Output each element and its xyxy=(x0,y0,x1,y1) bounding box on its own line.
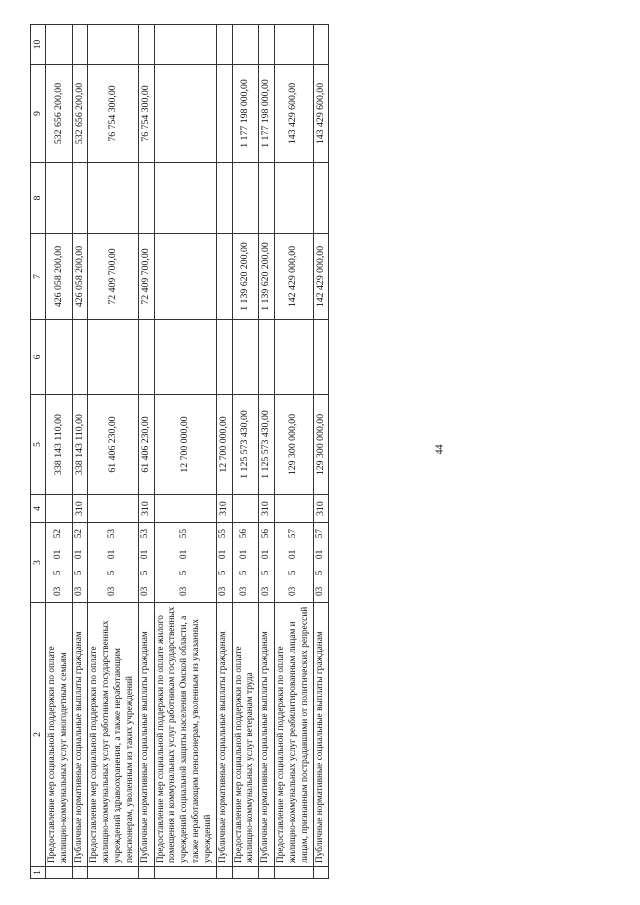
cell-col9: 1 177 198 000,00 xyxy=(232,65,259,163)
cell-col8 xyxy=(154,163,216,234)
row-code xyxy=(259,523,275,603)
table-row xyxy=(274,25,313,879)
code-parts xyxy=(107,523,119,602)
cell-col5: 12 700 000,00 xyxy=(154,395,216,495)
code-part: 57 xyxy=(287,529,298,539)
cell-col7: 1 139 620 200,00 xyxy=(232,234,259,320)
code-part: 01 xyxy=(260,549,271,560)
table-row xyxy=(139,25,155,879)
code-part: 01 xyxy=(74,549,85,560)
code-part: 03 xyxy=(314,586,325,596)
budget-table xyxy=(30,24,329,879)
code-part: 01 xyxy=(314,549,325,560)
code-part: 01 xyxy=(53,549,64,560)
code-part: 53 xyxy=(107,529,118,539)
code-parts xyxy=(315,523,327,602)
cell-col9: 532 656 200,00 xyxy=(72,65,88,163)
code-part: 5 xyxy=(53,570,64,576)
cell-col9: 143 429 600,00 xyxy=(313,65,329,163)
cell-col4 xyxy=(46,495,73,523)
table-row xyxy=(232,25,259,879)
cell-col10 xyxy=(217,25,233,65)
cell-col7: 1 139 620 200,00 xyxy=(259,234,275,320)
row-code xyxy=(72,523,88,603)
cell-col4 xyxy=(274,495,313,523)
code-part: 5 xyxy=(107,570,118,576)
column-number-row xyxy=(31,25,46,879)
cell-col9: 143 429 600,00 xyxy=(274,65,313,163)
code-part: 03 xyxy=(218,586,229,596)
code-part: 01 xyxy=(287,549,298,560)
cell-col5: 129 300 000,00 xyxy=(274,395,313,495)
cell-col10 xyxy=(259,25,275,65)
cell-col4 xyxy=(232,495,259,523)
cell-col10 xyxy=(72,25,88,65)
row-description: Публичные нормативные социальные выплаты гражданам xyxy=(72,603,88,867)
cell-col1 xyxy=(274,867,313,879)
cell-col6 xyxy=(46,320,73,395)
cell-col8 xyxy=(217,163,233,234)
row-description: Публичные нормативные социальные выплаты гражданам xyxy=(217,603,233,867)
cell-col6 xyxy=(88,320,139,395)
row-description: Предоставление мер социальной поддержки по оплате жилищно-коммунальных услуг реабилитированным лицам и лицам, признанным пострадавшими от политических репрессий xyxy=(274,603,313,867)
code-part: 56 xyxy=(260,529,271,539)
col-header-10: 10 xyxy=(31,25,46,65)
code-part: 5 xyxy=(74,570,85,576)
cell-col1 xyxy=(88,867,139,879)
code-part: 01 xyxy=(218,549,229,560)
code-parts xyxy=(239,523,251,602)
cell-col5: 61 406 230,00 xyxy=(88,395,139,495)
code-parts xyxy=(288,523,300,602)
code-part: 52 xyxy=(74,529,85,539)
code-parts xyxy=(74,523,86,602)
row-code xyxy=(139,523,155,603)
code-part: 01 xyxy=(179,549,190,560)
col-header-7: 7 xyxy=(31,234,46,320)
cell-col7: 142 429 000,00 xyxy=(274,234,313,320)
cell-col4: 310 xyxy=(313,495,329,523)
code-part: 5 xyxy=(260,570,271,576)
row-code xyxy=(274,523,313,603)
code-part: 5 xyxy=(287,570,298,576)
cell-col10 xyxy=(46,25,73,65)
cell-col9 xyxy=(154,65,216,163)
col-header-9: 9 xyxy=(31,65,46,163)
cell-col1 xyxy=(139,867,155,879)
cell-col4 xyxy=(154,495,216,523)
cell-col10 xyxy=(139,25,155,65)
row-code xyxy=(232,523,259,603)
cell-col6 xyxy=(154,320,216,395)
code-part: 01 xyxy=(107,549,118,560)
code-part: 53 xyxy=(140,529,151,539)
row-description: Предоставление мер социальной поддержки по оплате жилого помещения и коммунальных услуг работникам государственных учреждений социальной защиты населения Омской области, а также неработающим пенсионерам, уволенным из указанных учреждений xyxy=(154,603,216,867)
table-body xyxy=(31,25,329,879)
code-part: 5 xyxy=(314,570,325,576)
cell-col4: 310 xyxy=(139,495,155,523)
cell-col8 xyxy=(232,163,259,234)
row-description: Публичные нормативные социальные выплаты гражданам xyxy=(139,603,155,867)
page-number: 44 xyxy=(434,444,446,455)
cell-col1 xyxy=(232,867,259,879)
code-part: 03 xyxy=(287,586,298,596)
table-row xyxy=(154,25,216,879)
row-code xyxy=(313,523,329,603)
table-row xyxy=(217,25,233,879)
col-header-2: 2 xyxy=(31,603,46,867)
col-header-6: 6 xyxy=(31,320,46,395)
cell-col8 xyxy=(46,163,73,234)
code-part: 03 xyxy=(53,586,64,596)
code-part: 03 xyxy=(74,586,85,596)
cell-col6 xyxy=(217,320,233,395)
code-part: 5 xyxy=(140,570,151,576)
code-part: 55 xyxy=(218,529,229,539)
code-part: 52 xyxy=(53,529,64,539)
cell-col7: 72 409 700,00 xyxy=(139,234,155,320)
cell-col5: 338 143 110,00 xyxy=(72,395,88,495)
cell-col8 xyxy=(313,163,329,234)
cell-col6 xyxy=(72,320,88,395)
code-part: 5 xyxy=(239,570,250,576)
cell-col1 xyxy=(217,867,233,879)
cell-col7 xyxy=(217,234,233,320)
cell-col8 xyxy=(259,163,275,234)
row-description: Публичные нормативные социальные выплаты гражданам xyxy=(313,603,329,867)
cell-col4: 310 xyxy=(259,495,275,523)
row-code xyxy=(46,523,73,603)
code-parts xyxy=(140,523,152,602)
row-description: Публичные нормативные социальные выплаты гражданам xyxy=(259,603,275,867)
col-header-8: 8 xyxy=(31,163,46,234)
cell-col7: 426 058 200,00 xyxy=(46,234,73,320)
table-row xyxy=(46,25,73,879)
code-parts xyxy=(261,523,273,602)
cell-col10 xyxy=(313,25,329,65)
table-row xyxy=(259,25,275,879)
code-part: 03 xyxy=(179,586,190,596)
cell-col10 xyxy=(232,25,259,65)
cell-col8 xyxy=(274,163,313,234)
code-part: 57 xyxy=(314,529,325,539)
code-part: 03 xyxy=(239,586,250,596)
cell-col5: 1 125 573 430,00 xyxy=(259,395,275,495)
cell-col4: 310 xyxy=(72,495,88,523)
cell-col5: 12 700 000,00 xyxy=(217,395,233,495)
cell-col9: 76 754 300,00 xyxy=(88,65,139,163)
cell-col4: 310 xyxy=(217,495,233,523)
cell-col9: 532 656 200,00 xyxy=(46,65,73,163)
cell-col1 xyxy=(154,867,216,879)
row-code xyxy=(217,523,233,603)
table-row xyxy=(88,25,139,879)
table-row xyxy=(313,25,329,879)
code-part: 01 xyxy=(140,549,151,560)
table-row xyxy=(72,25,88,879)
cell-col5: 338 143 110,00 xyxy=(46,395,73,495)
cell-col5: 1 125 573 430,00 xyxy=(232,395,259,495)
cell-col1 xyxy=(259,867,275,879)
cell-col9: 1 177 198 000,00 xyxy=(259,65,275,163)
cell-col5: 129 300 000,00 xyxy=(313,395,329,495)
col-header-1: 1 xyxy=(31,867,46,879)
cell-col6 xyxy=(232,320,259,395)
cell-col1 xyxy=(72,867,88,879)
code-parts xyxy=(179,523,191,602)
row-code xyxy=(88,523,139,603)
row-description: Предоставление мер социальной поддержки по оплате жилищно-коммунальных услуг работникам государственных учреждений здравоохранения, а также неработающим пенсионерам, уволенным из таких учреждений xyxy=(88,603,139,867)
cell-col8 xyxy=(72,163,88,234)
code-parts xyxy=(218,523,230,602)
budget-table-rotated xyxy=(30,25,612,879)
code-part: 03 xyxy=(140,586,151,596)
code-parts xyxy=(53,523,65,602)
col-header-4: 4 xyxy=(31,495,46,523)
cell-col9 xyxy=(217,65,233,163)
cell-col8 xyxy=(139,163,155,234)
code-part: 03 xyxy=(260,586,271,596)
row-description: Предоставление мер социальной поддержки по оплате жилищно-коммунальных услуг ветеранам труда xyxy=(232,603,259,867)
row-description: Предоставление мер социальной поддержки по оплате жилищно-коммунальных услуг многодетным семьям xyxy=(46,603,73,867)
code-part: 55 xyxy=(179,529,190,539)
cell-col6 xyxy=(259,320,275,395)
cell-col4 xyxy=(88,495,139,523)
cell-col6 xyxy=(139,320,155,395)
col-header-3: 3 xyxy=(31,523,46,603)
row-code xyxy=(154,523,216,603)
code-part: 56 xyxy=(239,529,250,539)
cell-col9: 76 754 300,00 xyxy=(139,65,155,163)
cell-col10 xyxy=(274,25,313,65)
cell-col7: 142 429 000,00 xyxy=(313,234,329,320)
cell-col7 xyxy=(154,234,216,320)
code-part: 01 xyxy=(239,549,250,560)
cell-col10 xyxy=(88,25,139,65)
code-part: 5 xyxy=(179,570,190,576)
cell-col6 xyxy=(313,320,329,395)
cell-col7: 72 409 700,00 xyxy=(88,234,139,320)
cell-col8 xyxy=(88,163,139,234)
cell-col1 xyxy=(313,867,329,879)
col-header-5: 5 xyxy=(31,395,46,495)
code-part: 03 xyxy=(107,586,118,596)
cell-col5: 61 406 230,00 xyxy=(139,395,155,495)
cell-col7: 426 058 200,00 xyxy=(72,234,88,320)
cell-col10 xyxy=(154,25,216,65)
cell-col1 xyxy=(46,867,73,879)
cell-col6 xyxy=(274,320,313,395)
code-part: 5 xyxy=(218,570,229,576)
